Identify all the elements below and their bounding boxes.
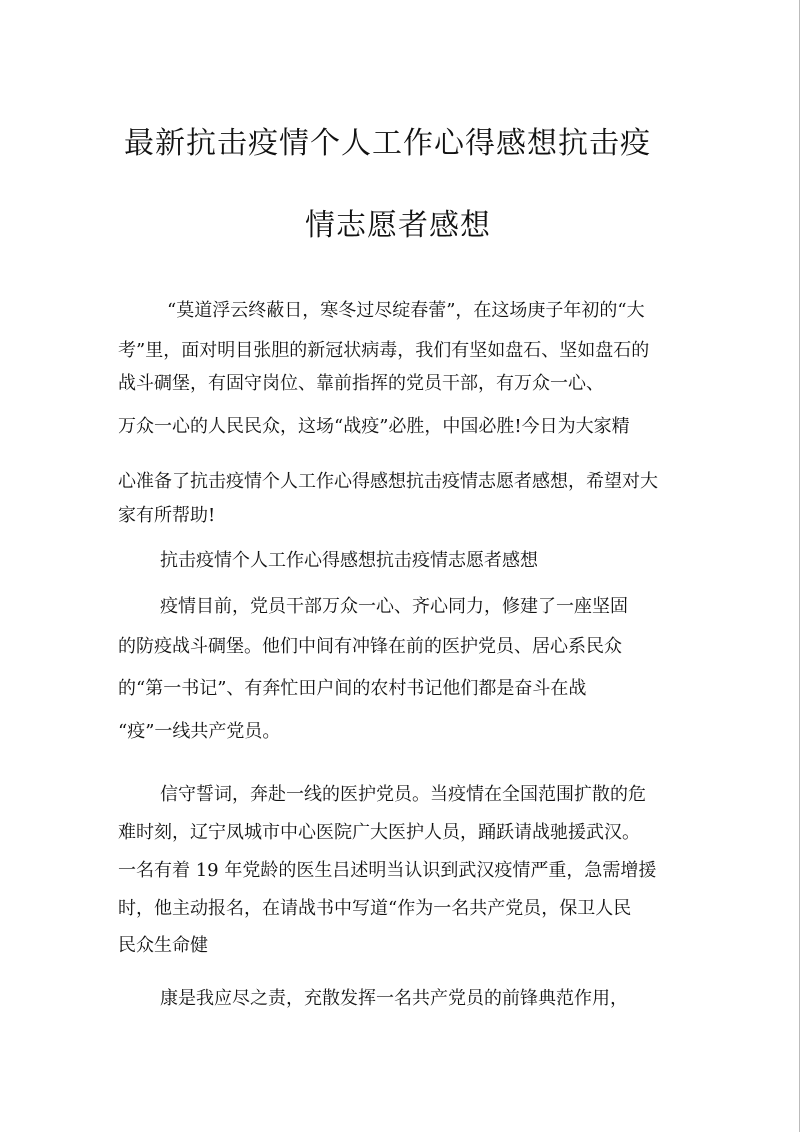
- paragraph-line: 万众一心的人民民众，这场“战疫”必胜，中国必胜!今日为大家精: [118, 416, 630, 437]
- paragraph-line: “莫道浮云终蔽日，寒冬过尽绽春蕾”，在这场庚子年初的“大: [167, 300, 645, 321]
- paragraph-line: 的防疫战斗碉堡。他们中间有冲锋在前的医护党员、居心系民众: [118, 636, 622, 657]
- paragraph-line: 一名有着 19 年党龄的医生吕述明当认识到武汉疫情严重，急需增援: [118, 860, 657, 881]
- paragraph-line: “疫”一线共产党员。: [118, 721, 281, 742]
- paragraph-line: 家有所帮助!: [118, 505, 216, 526]
- paragraph-line: 的“第一书记”、有奔忙田户间的农村书记他们都是奋斗在战: [118, 678, 587, 699]
- paragraph-line: 考”里，面对明目张胆的新冠状病毒，我们有坚如盘石、坚如盘石的: [118, 340, 650, 361]
- paragraph-line: 战斗碉堡，有固守岗位、靠前指挥的党员干部，有万众一心、: [118, 373, 604, 394]
- section-heading-line: 抗击疫情个人工作心得感想抗击疫情志愿者感想: [160, 550, 538, 571]
- document-title-line-1: 最新抗击疫情个人工作心得感想抗击疫: [124, 126, 651, 161]
- paragraph-line: 民众生命健: [118, 935, 208, 956]
- paragraph-line: 时，他主动报名，在请战书中写道“作为一名共产党员，保卫人民: [118, 898, 632, 919]
- paragraph-line: 康是我应尽之责，充散发挥一名共产党员的前锋典范作用，: [160, 988, 628, 1009]
- paragraph-line: 心准备了抗击疫情个人工作心得感想抗击疫情志愿者感想，希望对大: [118, 471, 658, 492]
- paragraph-line: 难时刻，辽宁凤城市中心医院广大医护人员，踊跃请战驰援武汉。: [118, 822, 640, 843]
- document-title-line-2: 情志愿者感想: [305, 208, 491, 243]
- paragraph-line: 信守誓词，奔赴一线的医护党员。当疫情在全国范围扩散的危: [160, 784, 646, 805]
- paragraph-line: 疫情目前，党员干部万众一心、齐心同力，修建了一座坚固: [160, 596, 628, 617]
